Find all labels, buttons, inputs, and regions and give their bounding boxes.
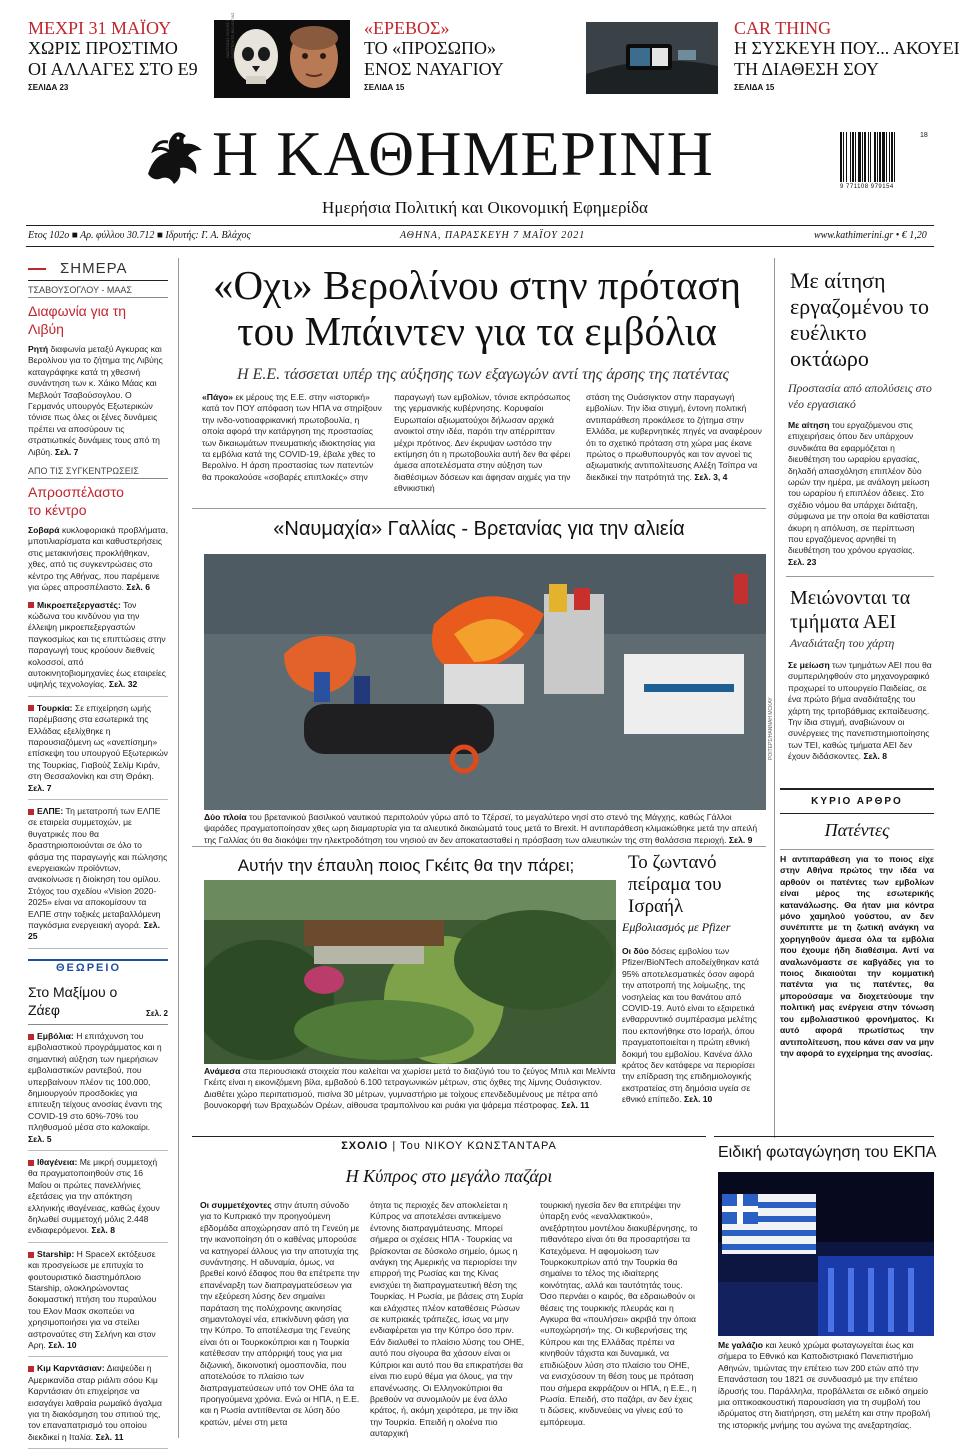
today-label (28, 258, 168, 281)
page-ref: Σελ. 8 (863, 751, 888, 762)
masthead-subtitle: Ημερήσια Πολιτική και Οικονομική Εφημερίδα (322, 198, 648, 217)
teaser-title: ΧΩΡΙΣ ΠΡΟΣΤΙΜΟ (28, 38, 178, 58)
barcode-bar (852, 132, 854, 182)
barcode-number: 9 771108 979154 (840, 184, 894, 190)
lead-col (394, 392, 574, 495)
infobar-rule-bottom (26, 246, 934, 247)
lead-headline-line: του Μπάιντεν για τα εμβόλια (237, 308, 717, 354)
infobar-left: Ετος 102ο ■ Αρ. φύλλου 30.712 ■ Ιδρυτής: Γ. Α. Βλάχος (28, 230, 251, 241)
barcode (840, 132, 932, 204)
sidebar-item-title[interactable]: Διαφωνία για τη Λιβύη (28, 303, 127, 337)
body: του βρετανικού βασιλικού ναυτικού περιπολούν γύρω από το Τζέρσεϊ, το μεγαλύτερο νησί στο στενό της Μάγχης, καθώς Γάλλοι ψαράδες πραγματοποίησαν χθες ωρη διαμαρτυρία για τα αλιευτικά δικαιώματά τους μετά το Brexit. Η αντιπαράθεση κλιμακώθηκε μετά την απειλή της Γαλλίας ότι θα διακόψει την ηλεκτροδότηση του νησιού αν δεν αποκατασταθεί η πρόσβαση των αλιευτικών της στη θαλάσσια περιοχή. (204, 812, 758, 845)
bullet-square-icon (28, 809, 34, 815)
bullet-text: Διαψεύδει η Αμερικανίδα σταρ ριάλιτι σόου Κιμ Καρντάσιαν ότι επιχείρησε να εισαγάγει λαθραία ρωμαϊκό άγαλμα για τη διακόσμηση του σπιτιού της, τον επαναπατρισμό του οποίου διεκδικεί η Ιταλία. (28, 1363, 162, 1442)
teaser-title: ΤΗ ΔΙΑΘΕΣΗ ΣΟΥ (734, 59, 879, 79)
section-rule (192, 1136, 706, 1137)
body: στάση της Ουάσιγκτον στην παραγωγή εμβολίων. Την ίδια στιγμή, έντονη πολιτική αντιπαράθεση προκάλεσε το ζήτημα στην Ελλάδα, με κυβερνητικές πηγές να αναφέρουν ότι το σχετικό πρόταση στη χώρα μας έκανε πρώτος ο πρωθυπουργός και τον αγνοεί τις αξιωματικής αντιπολίτευσης Αλέξη Τσίπρα να διεκδικεί την πατρότητά της. (586, 392, 762, 482)
teaser-erevos[interactable] (364, 18, 554, 98)
sidebar-bullet-item[interactable] (28, 703, 168, 800)
sidebar (28, 258, 169, 1442)
bullet-text: Η επιτάχυνση του εμβολιαστικού προγράμματος και η σημαντική αύξηση των ημερήσιων εμβολιαστικών ραντεβού, που υπερβαίνουν πλέον τις 100.000, δημιουργούν προσδοκίες για επιτευξη τείχους ανοσίας έναντι της COVID-19 στο 60%-70% του πληθυσμού μέσα στο καλοκαίρι. (28, 1030, 163, 1133)
sidebar-bullets (28, 1031, 168, 1449)
right-mid-title[interactable]: Μειώνονται τα τμήματα ΑΕΙ (790, 587, 911, 633)
theoreio-title[interactable]: Στο Μαξίμου ο Ζάεφ (28, 983, 118, 1018)
lead-subtitle: Η Ε.Ε. τάσσεται υπέρ της αύξησης των εξαγωγών αντί της άρσης της πατέντας (237, 366, 729, 383)
lead-body (194, 392, 766, 502)
section-rule (192, 508, 766, 509)
teaser-kicker: CAR THING (734, 18, 832, 38)
page-ref: Σελ. 10 (48, 1340, 77, 1351)
page-ref: Σελ. 11 (561, 1100, 590, 1111)
barcode-bar (843, 132, 844, 182)
barcode-bar (886, 132, 887, 182)
bullet-square-icon (28, 705, 34, 711)
editorial-body: Η αντιπαράθεση για το ποιος είχε στην Αθήνα πρώτος την ιδέα να αρθούν οι πατέντες των εμβολίων είναι μέρος της εσωτερικής κατανάλωσης. Θα ήταν μια κόντρα μόνο χαμηλού γούστου, αν δεν συνέπιπτε με τη ζωτική ανάγκη να χορηγηθούν άμεσα όλα τα εμβόλια που έχουμε ήδη διαθέσιμα. Αντί να αναλωνόμαστε σε καβγάδες για το ποιος δικαιούται την κομματική πατέντα για τις πατέντες, θα μπορούσαμε να διοχετεύουμε την πολιτική μας ενέργεια στην τόνωση του εμβολιαστικού φρονήματος. Κι αυτό αφορά πρωτίστως την αντιπολίτευση, που κάνει σαν να μην την αφορά το εγχείρημα της ανοσίας. (780, 854, 934, 1058)
bullet-text: Τον κώδωνα του κινδύνου για την έλλειψη μικροεπεξεργαστών παγκοσμίως και τις επιπτώσεις στην παραγωγή τους κρούουν διεθνείς κολοσσοί, από αυτοκινητοβιομηχανίες έως εταιρείες υψηλής τεχνολογίας. (28, 599, 166, 690)
page-ref: Σελ. 11 (95, 1431, 124, 1442)
griffin-logo (140, 124, 210, 188)
section-rule (192, 846, 766, 847)
teaser-page: ΣΕΛΙΔΑ 15 (364, 83, 405, 92)
editorial-box (780, 788, 934, 1140)
israel-title[interactable]: Το ζωντανό πείραμα του Ισραήλ (628, 852, 722, 917)
today-label-text: ΣΗΜΕΡΑ (60, 260, 128, 277)
teaser-e9[interactable] (28, 18, 208, 98)
page-ref: Σελ. 7 (28, 782, 52, 793)
lead-col (586, 392, 766, 483)
lead-word: «Πάγο» (202, 392, 234, 402)
theoreio-label (28, 959, 168, 977)
body: παραγωγή των εμβολίων, τόνισε εκπρόσωπος της γερμανικής κυβέρνησης. Κορυφαίοι Ευρωπαίοι αξιωματούχοι δήλωσαν αρχικά ανοικτοί στην ιδέα, παρότι την απέρριπταν μέχρι πρότινος. Δεν έκρυψαν ωστόσο την εκτίμηση ότι η πρωτοβουλία αυτή δεν θα φέρει άμεσα αποτελέσματα στην αύξηση των διαθέσιμων δόσεων και άφησαν αιχμές για την εθνικιστική (394, 392, 571, 494)
lead-word: Οι συμμετέχοντες (200, 1200, 272, 1210)
right-top-title[interactable]: Με αίτηση εργαζομένου το ευέλικτο οκτάωρο (790, 268, 929, 371)
right-mid-subtitle: Αναδιάταξη του χάρτη (790, 636, 895, 650)
page-ref: Σελ. 2 (146, 1008, 168, 1018)
lead-word: Σοβαρά (28, 525, 60, 536)
body: και λευκό χρώμα φωταγωγείται έως και σήμερα το Εθνικό και Καποδιστριακό Πανεπιστήμιο Αθηνών, τιμώντας την επέτειο των 200 ετών από την Επανάσταση του 1821 σε συνδυασμό με την επέτειο ίδρυσής του. Παράλληλα, προβάλλεται σε ειδικό σημείο μια οπτικοακουστική παρουσίαση για τη συμβολή του ιδρύματος στη διατήρηση, στη μελέτη και στην προβολή της ιστορικής μνήμης του αγώνα της ανεξαρτησίας. (718, 1340, 931, 1430)
bullet-square-icon (28, 1160, 34, 1166)
lead-word: Ρητή (28, 344, 49, 354)
teaser-page: ΣΕΛΙΔΑ 15 (734, 83, 775, 92)
body: εκ μέρους της Ε.Ε. στην «ιστορική» κατά τον ΠΟΥ απόφαση των ΗΠΑ να στηρίξουν την ινδο-νοτιοαφρικανική πρωτοβουλία, η οποία αφορά την κατάργηση της προστασίας των δικαιωμάτων πνευματικής ιδιοκτησίας για τα εμβόλια κατά της COVID-19, έβαλε χθες το Βερολίνο. Η άρση προστασίας των πατεντών θα προκαλούσε «σοβαρές επιπλοκές» στην (202, 392, 382, 482)
page-ref: Σελ. 7 (54, 446, 79, 457)
sidebar-item-body (28, 525, 168, 593)
sidebar-bullet-item[interactable] (28, 806, 168, 949)
barcode-bar (850, 132, 851, 182)
body: τουρκική ηγεσία δεν θα επιτρέψει την ύπαρξη ενός «εναλλακτικού», ανεξάρτητου μοντέλου διακυβέρνησης, το πιθανότερο είναι ότι θα προσαρτήσει τα Κατεχόμενα. Η αφομοίωση των Τουρκοκυπρίων από την Τουρκία θα σημαίνει το τέλος της ιδιαίτερης κοινότητας, αλλά και ταυτότητάς τους. Όσο περνάει ο καιρός, θα εδραιωθούν οι θέσεις της τουρκικής πλευράς και η Αγκυρα θα «πουλήσει» ακριβά την όποια «υποχώρησή» της. Οι κυβερνήσεις της Κύπρου και της Ελλάδας πρέπει να κινηθούν τάχιστα και δυναμικά, να επιδιώξουν λύση στο πλαίσιο του ΟΗΕ, να ενισχύσουν τη θέση τους με πρόταση που σήμερα εκφράζουν οι ΗΠΑ, η Ε.Ε., η Ρωσία. Επειδή, στο παζάρι, αν δεν έχεις τι δώσεις, κινδυνεύεις να γίνεις εσύ το εμπόρευμα. (540, 1200, 698, 1427)
bullet-text: Σε επιχείρηση ωμής παρέμβασης στα εσωτερικά της Ελλάδας εξελίχθηκε η παρουσιαζόμενη ως «ανεπίσημη» επίσκεψη του υπουργού Εξωτερικών της Τουρκίας, Γιαβούζ Σελίμ Κιράν, στη Θεσσαλονίκη και στη Θράκη. (28, 702, 168, 782)
lead-word: Με γαλάζιο (718, 1340, 764, 1350)
barcode-bar (877, 132, 878, 182)
body: δόσεις εμβολίου των Pfizer/BioNTech αποδείχθηκαν κατά 95% αποτελεσματικές όσον αφορά την αποτροπή της λοίμωξης, της νοσηλείας και του θανάτου από COVID-19. Αυτό είναι το εξαιρετικά ενθαρρυντικό συμπέρασμα μελέτης που εκπονήθηκε στο Ισραήλ, όπου πραγματοποιείται η πρώτη εθνική δοκιμή του εμβολίου. Κανένα άλλο κράτος δεν κατάφερε να περιορίσει την επίδραση της επιδημιολογικής εκστρατείας στη δημόσια υγεία σε εθνικό επίπεδο. (622, 946, 759, 1105)
barcode-bar (840, 132, 842, 182)
sidebar-bullet-item[interactable] (28, 600, 168, 697)
page-ref: Σελ. 3, 4 (694, 471, 728, 482)
sidebar-kicker: ΑΠΟ ΤΙΣ ΣΥΓΚΕΝΤΡΩΣΕΙΣ (28, 466, 168, 479)
bullet-square-icon (28, 1252, 34, 1258)
column-divider (178, 258, 179, 1438)
car-thing-photo (586, 22, 718, 94)
ekpa-title[interactable]: Ειδική φωταγώγηση του ΕΚΠΑ (718, 1144, 937, 1161)
teaser-title: ΟΙ ΑΛΛΑΓΕΣ ΣΤΟ Ε9 (28, 59, 198, 79)
bullet-square-icon (28, 1034, 34, 1040)
page-ref: Σελ. 25 (28, 920, 160, 942)
page-ref: Σελ. 6 (126, 582, 150, 593)
sidebar-bullets (28, 600, 168, 949)
teaser-title: Η ΣΥΣΚΕΥΗ ΠΟΥ... ΑΚΟΥΕΙ (734, 38, 960, 58)
barcode-bar (846, 132, 847, 182)
page-ref: Σελ. 32 (108, 679, 138, 690)
naval-caption (204, 812, 764, 846)
sidebar-bullet-item[interactable] (28, 1363, 168, 1449)
column-divider (774, 258, 775, 1138)
lead-headline[interactable] (192, 262, 762, 354)
infobar-date: ΑΘΗΝΑ, ΠΑΡΑΣΚΕΥΗ 7 ΜΑΪΟΥ 2021 (400, 230, 586, 241)
barcode-bar (862, 132, 863, 182)
body: κυκλοφοριακά προβλήματα, μποτιλιαρίσματα και καθυστερήσεις στις μετακινήσεις προκλήθηκαν, χθες, από τις συγκεντρώσεις στο κέντρο της Αθήνας, που παρέμεινε για ώρες απροσπέλαστο. (28, 525, 169, 593)
bullet-square-icon (28, 602, 34, 608)
comment-col (370, 1200, 530, 1440)
page-ref: Σελ. 5 (28, 1133, 52, 1144)
ekpa-caption (718, 1340, 934, 1431)
page-ref: Σελ. 8 (91, 1225, 115, 1236)
comment-col (200, 1200, 360, 1428)
lead-col (202, 392, 382, 483)
barcode-bar (891, 132, 893, 182)
bullet-text: Τη μετατροπή των ΕΛΠΕ σε εταιρεία συμμετοχών, με θυγατρικές που θα δραστηριοποιούνται σε όλο το φάσμα της παραγωγής και πώλησης ενεργειακών προϊόντων, ανακοίνωσε η διοίκηση του ομίλου. Στόχος του σχεδίου «Vision 2020-2025» είναι να αποκομίσουν τα ΕΛΠΕ στην τοξικές μεταβαλλόμενη παγκόσμια ενεργειακή αγορά. (28, 806, 168, 931)
barcode-issue: 18 (920, 132, 928, 139)
barcode-bar (870, 132, 871, 182)
lead-word: Ανάμεσα (204, 1066, 241, 1076)
lead-word: Δύο πλοία (204, 812, 247, 822)
photo-credit: ΟΔΥΣΣΕΑΣ ΓΚΙΛΗΣ / ΙΝΣΤΙΤΟΥΤΟ ΒΙΟΛΟΓΙΑΣ (225, 12, 235, 58)
sidebar-item-body (28, 344, 168, 458)
body: των τμημάτων ΑΕΙ που θα συμπεριληφθούν στο μηχανογραφικό προχωρεί το υπουργείο Παιδείας, σε ένα πρώτο βήμα αναδιάταξης του χάρτη της τριτοβάθμιας εκπαίδευσης. Την ίδια στιγμή, αναβιώνουν οι συνέργειες της πανεπιστημιοποίησης των ΤΕΙ, καθώς τμήματα ΑΕΙ δεν έχουν διδάσκοντες. (788, 660, 932, 762)
right-mid-body (788, 660, 932, 763)
bullet-head: Τουρκία: (37, 702, 73, 713)
masthead-title: Η ΚΑΘΗΜΕΡΙΝΗ (212, 118, 714, 189)
lead-word: Σε μείωση (788, 660, 830, 670)
barcode-bar (879, 132, 881, 182)
barcode-bar (874, 132, 876, 182)
theoreio-label-text: ΘΕΩΡΕΙΟ (56, 961, 121, 974)
barcode-bar (858, 132, 861, 182)
comment-title[interactable]: Η Κύπρος στο μεγάλο παζάρι (345, 1166, 553, 1186)
teaser-title: ΕΝΟΣ ΝΑΥΑΓΙΟΥ (364, 59, 504, 79)
naval-photo (204, 554, 766, 810)
barcode-bar (864, 132, 866, 182)
bullet-square-icon (28, 1366, 34, 1372)
bullet-text: Η SpaceX εκτόξευσε και προσγείωσε με επιτυχία το φουτουριστικό διαστημόπλοιο Starship, ολοκληρώνοντας δοκιμαστική πτήση του πυραύλου του Ελον Μασκ σκοπεύει να χρησιμοποιήσει για να στείλει αστροναύτες στη Σελήνη και στον Αρη. (28, 1248, 157, 1351)
lead-word: Με αίτηση (788, 420, 830, 430)
right-top-subtitle: Προστασία από απολύσεις στο νέο εργασιακό (788, 381, 932, 411)
ekpa-photo (718, 1172, 934, 1336)
editorial-title[interactable]: Πατέντες (824, 820, 890, 840)
infobar-rule-top (26, 225, 934, 226)
section-rule (714, 1136, 934, 1137)
teaser-car-thing[interactable] (734, 18, 960, 98)
body: στα περιουσιακά στοιχεία που καλείται να χωρίσει μετά το διαζύγιό του το ζεύγος Μπιλ και Μελίντα Γκέιτς είναι η εικονιζόμενη βίλα, εμβαδού 6.100 τετραγωνικών μέτρων, στις όχθες της λίμνης Ουάσιγκτον. Διαθέτει χώρο περιπατισμού, πισίνα 30 μέτρων, γυμναστήριο με τοίχους επενδεδυμένους με πέτρα από βουνοκορφή των Βραχωδών Ορέων, αίθουσα τραμπολίνου και ρυάκι για ψάρεμα πέστροφας. (204, 1066, 616, 1111)
barcode-bar (855, 132, 856, 182)
barcode-bar (868, 132, 869, 182)
sidebar-bullet-item[interactable] (28, 1249, 168, 1358)
teaser-kicker: «ΕΡΕΒΟΣ» (364, 18, 450, 38)
bullet-head: Κιμ Καρντάσιαν: (37, 1363, 105, 1374)
bullet-head: Εμβόλια: (37, 1030, 74, 1041)
body: του εργαζόμενου στις επιχειρήσεις όπου δεν υπάρχουν συνδικάτα θα εφαρμόζεται η διευθέτηση του ωραρίου εργασίας, δηλαδή απασχόληση επιπλέον δύο ωρών την ημέρα, με ανάλογη μείωση του ωραρίου ή επιπλέον άδειες. Στο σχέδιο νόμου θα υπάρχει διάταξη, σύμφωνα με την οποία θα καθίσταται άκυρη η απόλυση, σε περίπτωση που εργαζόμενος αρνηθεί τη διευθέτηση του χρόνου εργασίας. (788, 420, 930, 556)
comment-label: ΣΧΟΛΙΟ (341, 1140, 389, 1152)
sidebar-bullet-item[interactable] (28, 1157, 168, 1243)
villa-photo (204, 880, 616, 1064)
right-top-body (788, 420, 932, 568)
page-ref: Σελ. 23 (788, 556, 817, 567)
israel-subtitle: Εμβολιασμός με Pfizer (622, 920, 731, 934)
barcode-bar (889, 132, 890, 182)
section-rule (786, 576, 934, 577)
editorial-label: ΚΥΡΙΟ ΑΡΘΡΟ (811, 796, 903, 807)
sidebar-bullet-item[interactable] (28, 1031, 168, 1151)
infobar-right: www.kathimerini.gr • € 1,20 (814, 230, 927, 241)
teaser-title: ΤΟ «ΠΡΟΣΩΠΟ» (364, 38, 497, 58)
sidebar-item-title[interactable]: Απροσπέλαστο το κέντρο (28, 484, 124, 519)
page-ref: Σελ. 9 (728, 834, 753, 845)
villa-title[interactable]: Αυτήν την έπαυλη ποιος Γκέιτς θα την πάρει; (237, 856, 575, 875)
body: ότητα τις περιοχές δεν αποκλείεται η Κύπρος να αποτελέσει αντικείμενο έντονης διαπραγμάτευσης. Μπορεί σήμερα οι σχέσεις ΗΠΑ - Τουρκίας να βρίσκονται σε δύσκολο σημείο, όμως η ανάγκη της Αμερικής να περιορίσει την επιρροή της Ρωσίας και της Κίνας ενισχύει τη διαπραγματευτική θέση της Τουρκίας. Η Ρωσία, με βάσεις στη Συρία και ελάχιστες πλέον καταθέσεις Ρώσων σε κυπριακές τράπεζες, ίσως να μην ενδιαφέρεται για την Κύπρο όσο πριν. Εάν διαλυθεί το πλαίσιο λύσης του ΟΗΕ, αυτό που σίγουρα θα χάσουν είναι οι Κύπριοι και αυτό που θα επικρατήσει θα είναι πιο ευρύ θέμα για όλους, για την επανένωσης. Οι Ελληνοκύπριοι θα βρεθούν να συνομιλούν με ένα άλλο κράτος, ή, ακόμη χειρότερα, με την ίδια την Τουρκία. Επειδή η ολοένα πιο αυταρχική (370, 1200, 525, 1439)
teaser-kicker: ΜΕΧΡΙ 31 ΜΑΪΟΥ (28, 18, 172, 38)
comment-author: Του ΝΙΚΟΥ ΚΩΝΣΤΑΝΤΑΡΑ (400, 1140, 557, 1152)
naval-photo-credit: ΡΟΙΤΕΡΣ/ΗΑΝΝΑΗ ΜCKAY (768, 697, 774, 760)
barcode-bar (882, 132, 885, 182)
comment-col (540, 1200, 700, 1428)
bullet-head: Ιθαγένεια: (37, 1156, 78, 1167)
bullet-text: Με μικρή συμμετοχή θα πραγματοποιηθούν στις 16 Μαΐου οι πρώτες πανελλήνιες εξετάσεις για την απόκτηση ελληνικής ιθαγένειας, καθώς έχουν δηλωθεί συμμετοχή μόλις 2.448 ενδιαφερόμενοι. (28, 1156, 160, 1236)
naval-title[interactable]: «Ναυμαχία» Γαλλίας - Βρετανίας για την αλιεία (273, 518, 685, 540)
israel-body (622, 946, 764, 1106)
page-ref: Σελ. 10 (683, 1094, 713, 1105)
teaser-page: ΣΕΛΙΔΑ 23 (28, 83, 69, 92)
body: στην άτυπη σύνοδο για το Κυπριακό την προηγούμενη εβδομάδα αποχώρησαν από τη Γενεύη με την ικανοποίηση ότι ο καθένας μπορούσε να κατηγορεί άλλους για την αποτυχία της συνάντησης. Η αδυναμία, όμως, να βρεθεί κοινό έδαφος που θα επέτρεπε την επανέναρξη των διαπραγματεύσεων για την εξεύρεση λύσης δεν σημαίνει παράταση της πολύχρονης ακινησίας σημαντολογεί νέα, επικίνδυνη φάση για την Κύπρο. Το αποτέλεσμα της Γενεύης είναι ότι οι Τουρκοκύπριοι και η Τουρκία κατέθεσαν την απόρριψή τους για μια διζωνική, δικοινοτική ομοσπονδία, που αποτελούσε το πλαίσιο των διαπραγματεύσεων υπό τον ΟΗΕ όλα τα προηγούμενα χρόνια. Ενώ οι ΗΠΑ, η Ε.Ε. και η Ρωσία αντιτίθενται σε λύση δύο κρατών, μένει στη μετα (200, 1200, 360, 1427)
sidebar-kicker: ΤΣΑΒΟΥΣΟΓΛΟΥ - ΜΑΑΣ (28, 285, 168, 298)
comment-body (200, 1200, 706, 1440)
bullet-head: ΕΛΠΕ: (37, 806, 64, 816)
bullet-head: Starship: (37, 1248, 75, 1259)
body: διαφωνία μεταξύ Αγκυρας και Βερολίνου για το ζήτημα της Λιβύης καταγράφηκε κατά τη χθεσινή συνάντηση των κ. Χάικο Μάας και Μεβλούτ Τσαβούσογλου. Ο Γερμανός υπουργός Εξωτερικών τόνισε πως όλες οι ξένες δυνάμεις πρέπει να αποσύρουν τις στρατιωτικές δυνάμεις τους από τη Λιβύη. (28, 344, 163, 457)
bullet-head: Μικροεπεξεργαστές: (37, 599, 121, 610)
villa-caption (204, 1066, 616, 1112)
lead-word: Οι δύο (622, 946, 649, 956)
barcode-bar (894, 132, 895, 182)
lead-headline-line: «Οχι» Βερολίνου στην πρόταση (212, 262, 742, 308)
comment-header: ΣΧΟΛΙΟ | Του ΝΙΚΟΥ ΚΩΝΣΤΑΝΤΑΡΑ (341, 1140, 557, 1152)
